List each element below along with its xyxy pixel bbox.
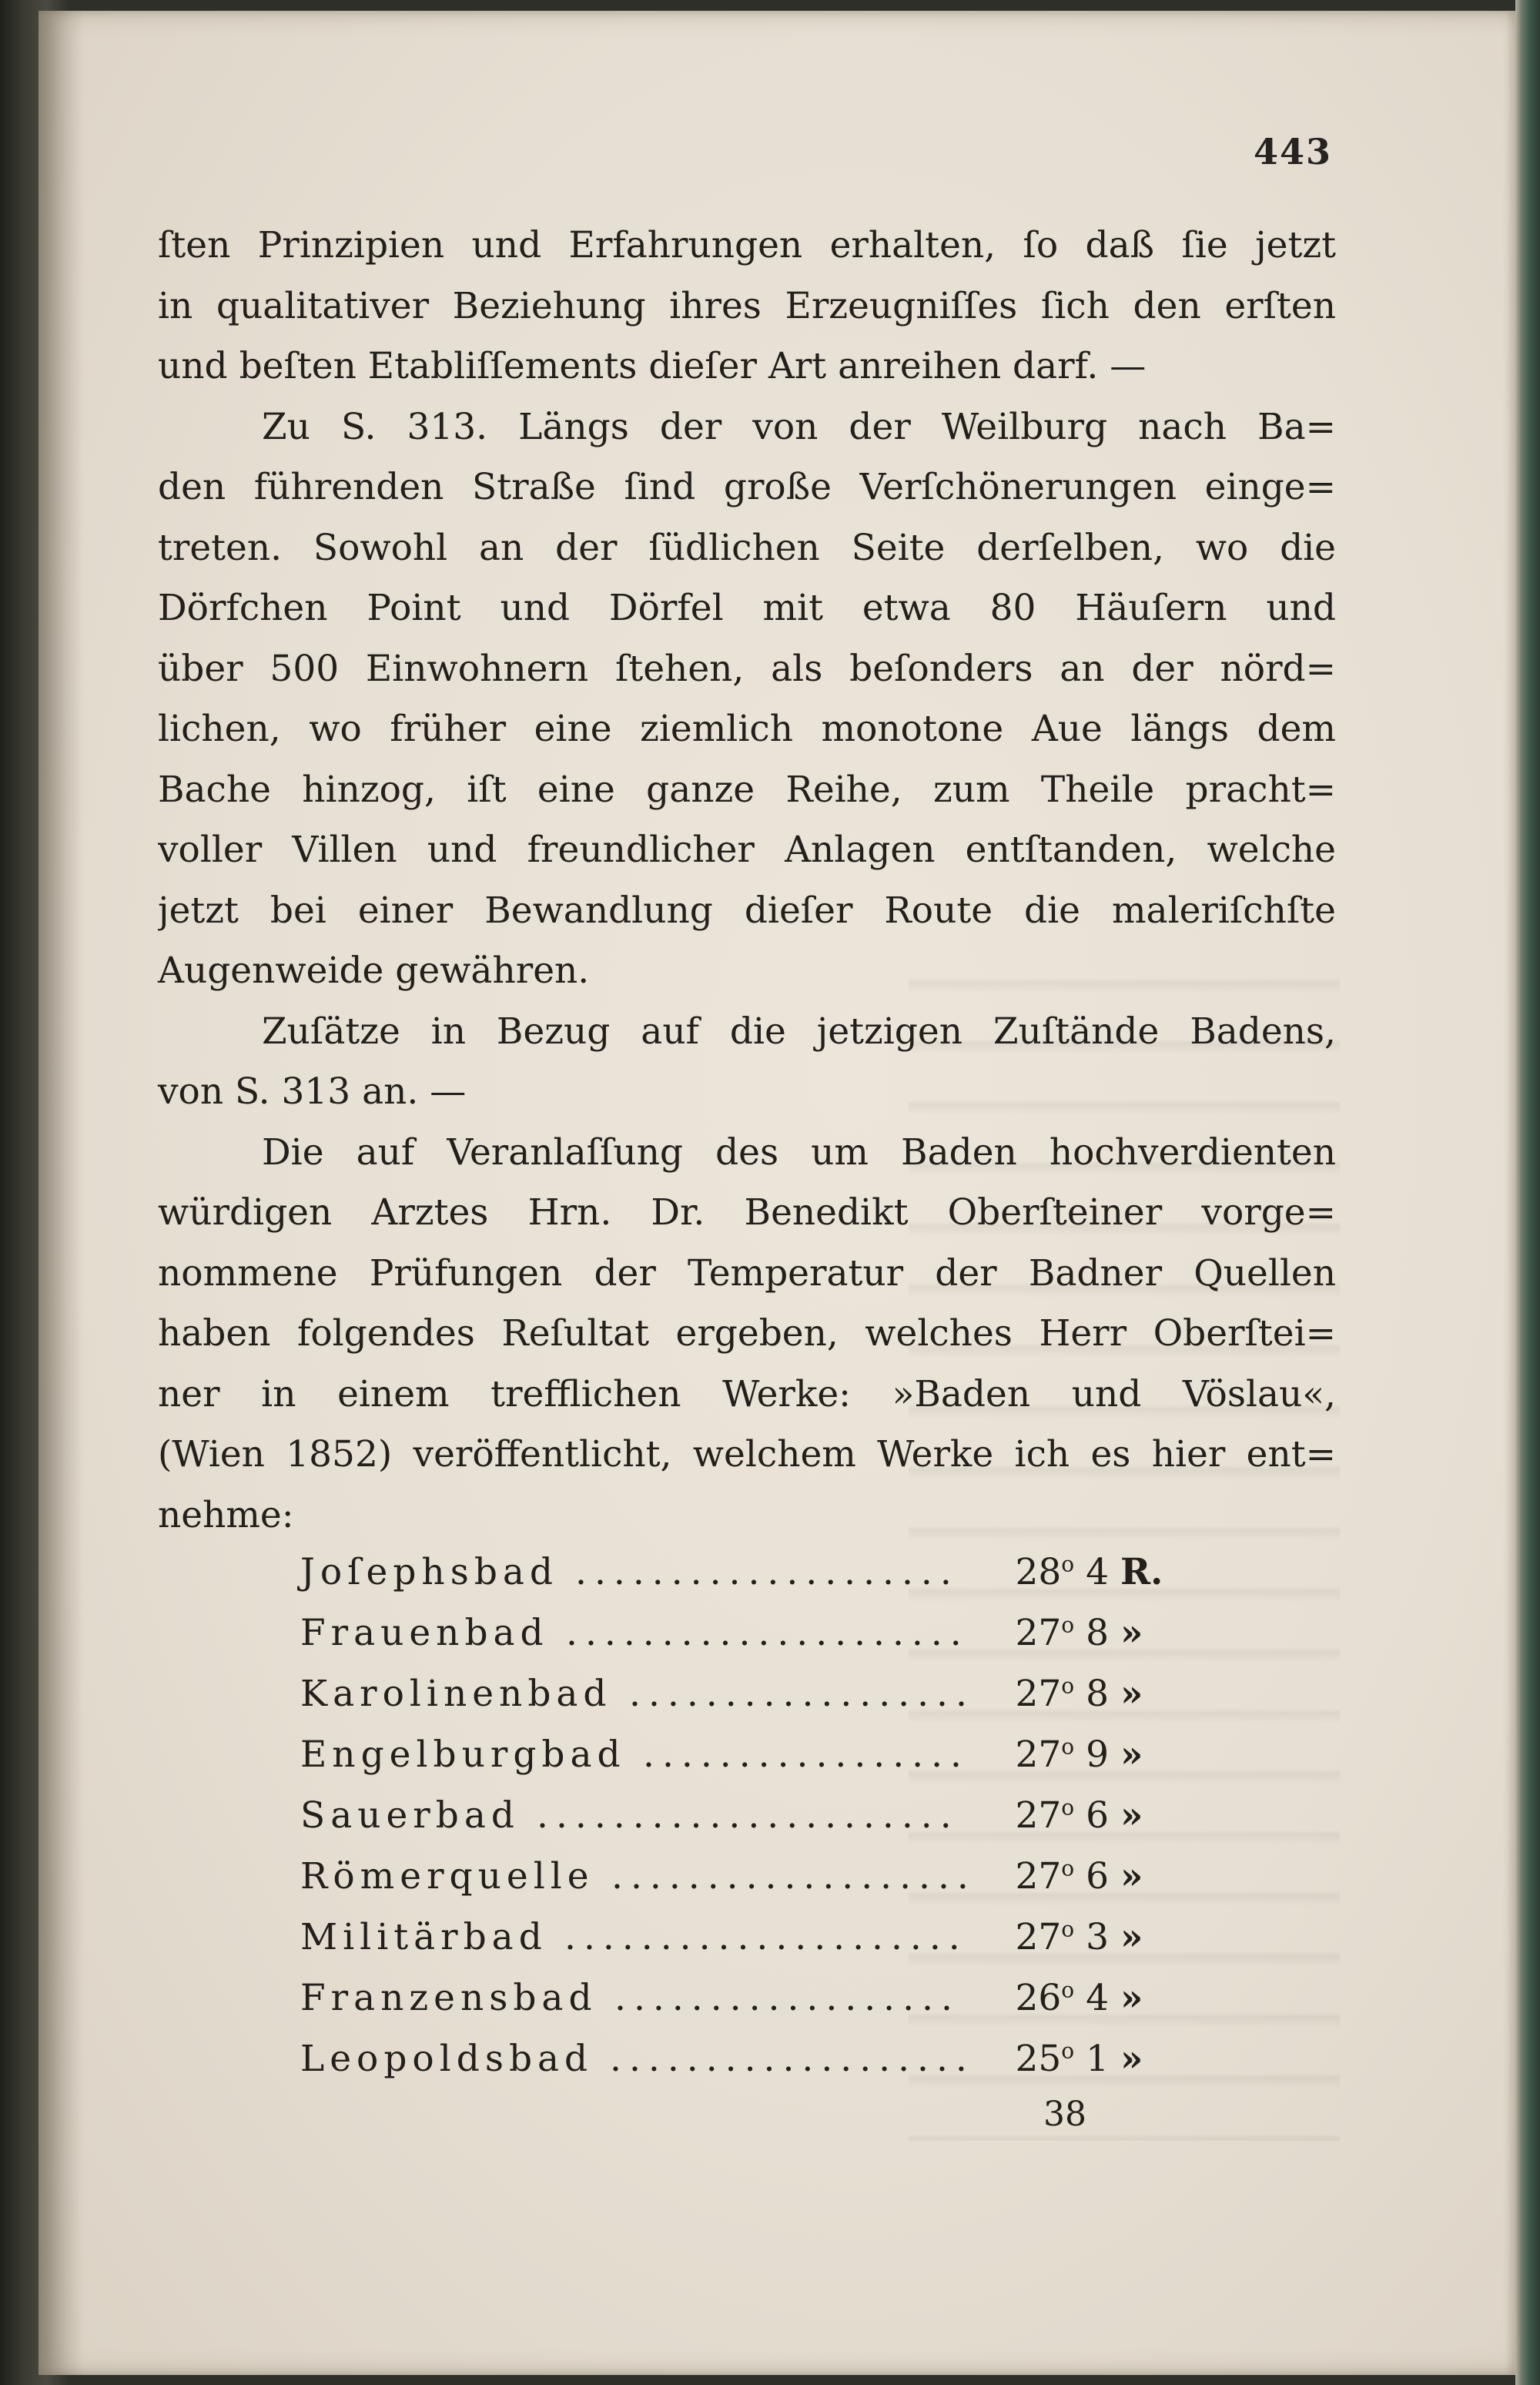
bath-name: Sauerbad (300, 1794, 520, 1837)
table-row (300, 1551, 1224, 1612)
temperature-table (300, 1551, 1224, 2099)
text-line: über 500 Einwohnern ſtehen, als beſonders an der nörd= (158, 647, 1336, 690)
temperature-unit: » (1120, 2038, 1143, 2080)
text-line: würdigen Arztes Hrn. Dr. Benedikt Oberſteiner vorge= (158, 1191, 1336, 1234)
temperature-value: 27$^o$ 6 (1015, 1794, 1109, 1837)
temperature-value: 27$^o$ 8 (1015, 1612, 1109, 1654)
text-line: in qualitativer Beziehung ihres Erzeugniſſes ſich den erſten (158, 284, 1336, 327)
bath-name: Engelburgbad (300, 1733, 626, 1776)
temperature-unit: » (1120, 1733, 1143, 1776)
temperature-value: 27$^o$ 3 (1015, 1916, 1109, 1958)
text-line: Zu S. 313. Längs der von der Weilburg nach Ba= (262, 405, 1336, 448)
dot-leader: .................. (629, 1673, 975, 1715)
text-line: haben folgendes Reſultat ergeben, welches Herr Oberſtei= (158, 1312, 1336, 1355)
dot-leader: ................... (611, 1855, 976, 1898)
temperature-value: 27$^o$ 6 (1015, 1855, 1109, 1898)
text-line: (Wien 1852) veröffentlicht, welchem Werke ich es hier ent= (158, 1433, 1336, 1476)
temperature-unit: » (1120, 1977, 1143, 2019)
text-line: voller Villen und freundlicher Anlagen entſtanden, welche (158, 829, 1336, 871)
dot-leader: ................. (643, 1733, 969, 1776)
text-line: ner in einem trefflichen Werke: »Baden und Vöslau«, (158, 1372, 1336, 1415)
table-row (300, 1673, 1224, 1733)
table-row (300, 1733, 1224, 1794)
temperature-unit: » (1120, 1612, 1143, 1654)
bath-name: Franzensbad (300, 1977, 598, 2019)
temperature-value: 27$^o$ 8 (1015, 1673, 1109, 1715)
table-row (300, 1855, 1224, 1916)
temperature-unit: » (1120, 1855, 1143, 1898)
dot-leader: ..................... (564, 1916, 968, 1958)
bath-name: Römerquelle (300, 1855, 594, 1898)
text-line: nehme: (158, 1493, 294, 1536)
text-line: Dörfchen Point und Dörfel mit etwa 80 Häuſern und (158, 587, 1336, 629)
table-row (300, 1977, 1224, 2038)
text-line: Die auf Veranlaſſung des um Baden hochverdienten (262, 1131, 1336, 1174)
bath-name: Karolinenbad (300, 1673, 612, 1715)
text-line: nommene Prüfungen der Temperatur der Badner Quellen (158, 1251, 1336, 1295)
text-line: lichen, wo früher eine ziemlich monotone Aue längs dem (158, 708, 1336, 750)
dot-leader: .................. (614, 1977, 960, 2019)
dot-leader: .................... (575, 1551, 959, 1593)
text-line: von S. 313 an. — (158, 1070, 467, 1113)
temperature-unit: » (1120, 1794, 1143, 1837)
signature-mark: 38 (1043, 2095, 1086, 2134)
page-number: 443 (1253, 131, 1332, 173)
text-line: ſten Prinzipien und Erfahrungen erhalten, ſo daß ſie jetzt (158, 224, 1336, 266)
temperature-value: 26$^o$ 4 (1015, 1977, 1109, 2019)
text-line: und beſten Etabliſſements dieſer Art anreihen darf. — (158, 345, 1147, 387)
text-line: jetzt bei einer Bewandlung dieſer Route die maleriſchſte (158, 889, 1336, 932)
bath-name: Frauenbad (300, 1612, 549, 1654)
table-row (300, 1794, 1224, 1855)
table-row (300, 1612, 1224, 1673)
table-row (300, 1916, 1224, 1977)
text-line: Bache hinzog, iſt eine ganze Reihe, zum Theile pracht= (158, 768, 1336, 811)
text-line: den führenden Straße ſind große Verſchönerungen einge= (158, 466, 1336, 508)
body-text (158, 216, 1336, 1546)
table-row (300, 2038, 1224, 2099)
temperature-unit: » (1120, 1673, 1143, 1715)
text-line: Augenweide gewähren. (158, 950, 590, 992)
temperature-value: 28$^o$ 4 (1015, 1551, 1109, 1593)
text-line: Zuſätze in Bezug auf die jetzigen Zuſtände Badens, (262, 1010, 1336, 1053)
text-line: treten. Sowohl an der ſüdlichen Seite derſelben, wo die (158, 526, 1336, 569)
page-edge (1515, 0, 1540, 2385)
gutter-shadow (38, 11, 85, 2375)
bath-name: Joſephsbad (300, 1551, 559, 1593)
temperature-value: 27$^o$ 9 (1015, 1733, 1109, 1776)
dot-leader: ................... (610, 2038, 975, 2080)
bath-name: Leopoldsbad (300, 2038, 594, 2080)
temperature-unit: R. (1120, 1551, 1163, 1593)
bath-name: Militärbad (300, 1916, 547, 1958)
temperature-value: 25$^o$ 1 (1015, 2038, 1109, 2080)
dot-leader: ...................... (537, 1794, 959, 1837)
temperature-unit: » (1120, 1916, 1143, 1958)
dot-leader: ..................... (566, 1612, 969, 1654)
